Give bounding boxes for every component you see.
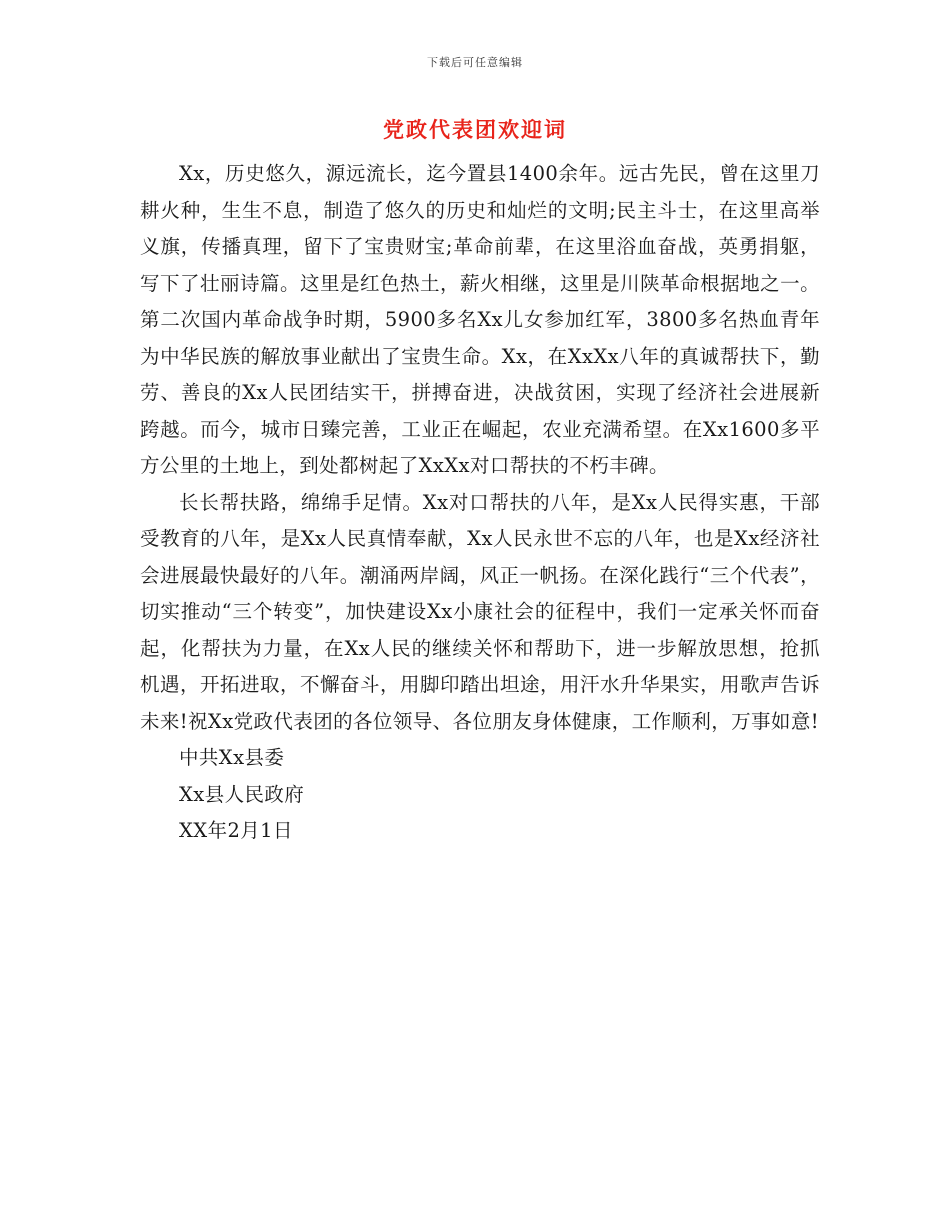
- document-body: [140, 156, 820, 850]
- signoff-party-committee: 中共Xx县委: [179, 746, 285, 769]
- signoff-county-government: Xx县人民政府: [179, 782, 305, 806]
- signoff-date: XX年2月1日: [179, 819, 293, 842]
- paragraph-history: Xx，历史悠久，源远流长，迄今置县1400余年。远古先民，曾在这里刀耕火种，生生不息，制造了悠久的历史和灿烂的文明;民主斗士，在这里高举义旗，传播真理，留下了宝贵财宝;革命前辈，在这里浴血奋战，英勇捐躯，写下了壮丽诗篇。这里是红色热土，薪火相继，这里是川陕革命根据地之一。第二次国内革命战争时期，5900多名Xx儿女参加红军，3800多名热血青年为中华民族的解放事业献出了宝贵生命。Xx，在XxXx八年的真诚帮扶下，勤劳、善良的Xx人民团结实干，拼搏奋进，决战贫困，实现了经济社会进展新跨越。而今，城市日臻完善，工业正在崛起，农业充满希望。在Xx1600多平方公里的土地上，到处都树起了XxXx对口帮扶的不朽丰碑。: [140, 162, 820, 477]
- paragraph-gratitude: 长长帮扶路，绵绵手足情。Xx对口帮扶的八年，是Xx人民得实惠，干部受教育的八年，是Xx人民真情奉献，Xx人民永世不忘的八年，也是Xx经济社会进展最快最好的八年。潮涌两岸阔，风正一帆扬。在深化践行“三个代表”，切实推动“三个转变”，加快建设Xx小康社会的征程中，我们一定承关怀而奋起，化帮扶为力量，在Xx人民的继续关怀和帮助下，进一步解放思想，抢抓机遇，开拓进取，不懈奋斗，用脚印踏出坦途，用汗水升华果实，用歌声告诉未来!祝Xx党政代表团的各位领导、各位朋友身体健康，工作顺利，万事如意!: [140, 490, 820, 733]
- document-title: 党政代表团欢迎词: [383, 117, 567, 142]
- header-note: 下载后可任意编辑: [427, 56, 523, 69]
